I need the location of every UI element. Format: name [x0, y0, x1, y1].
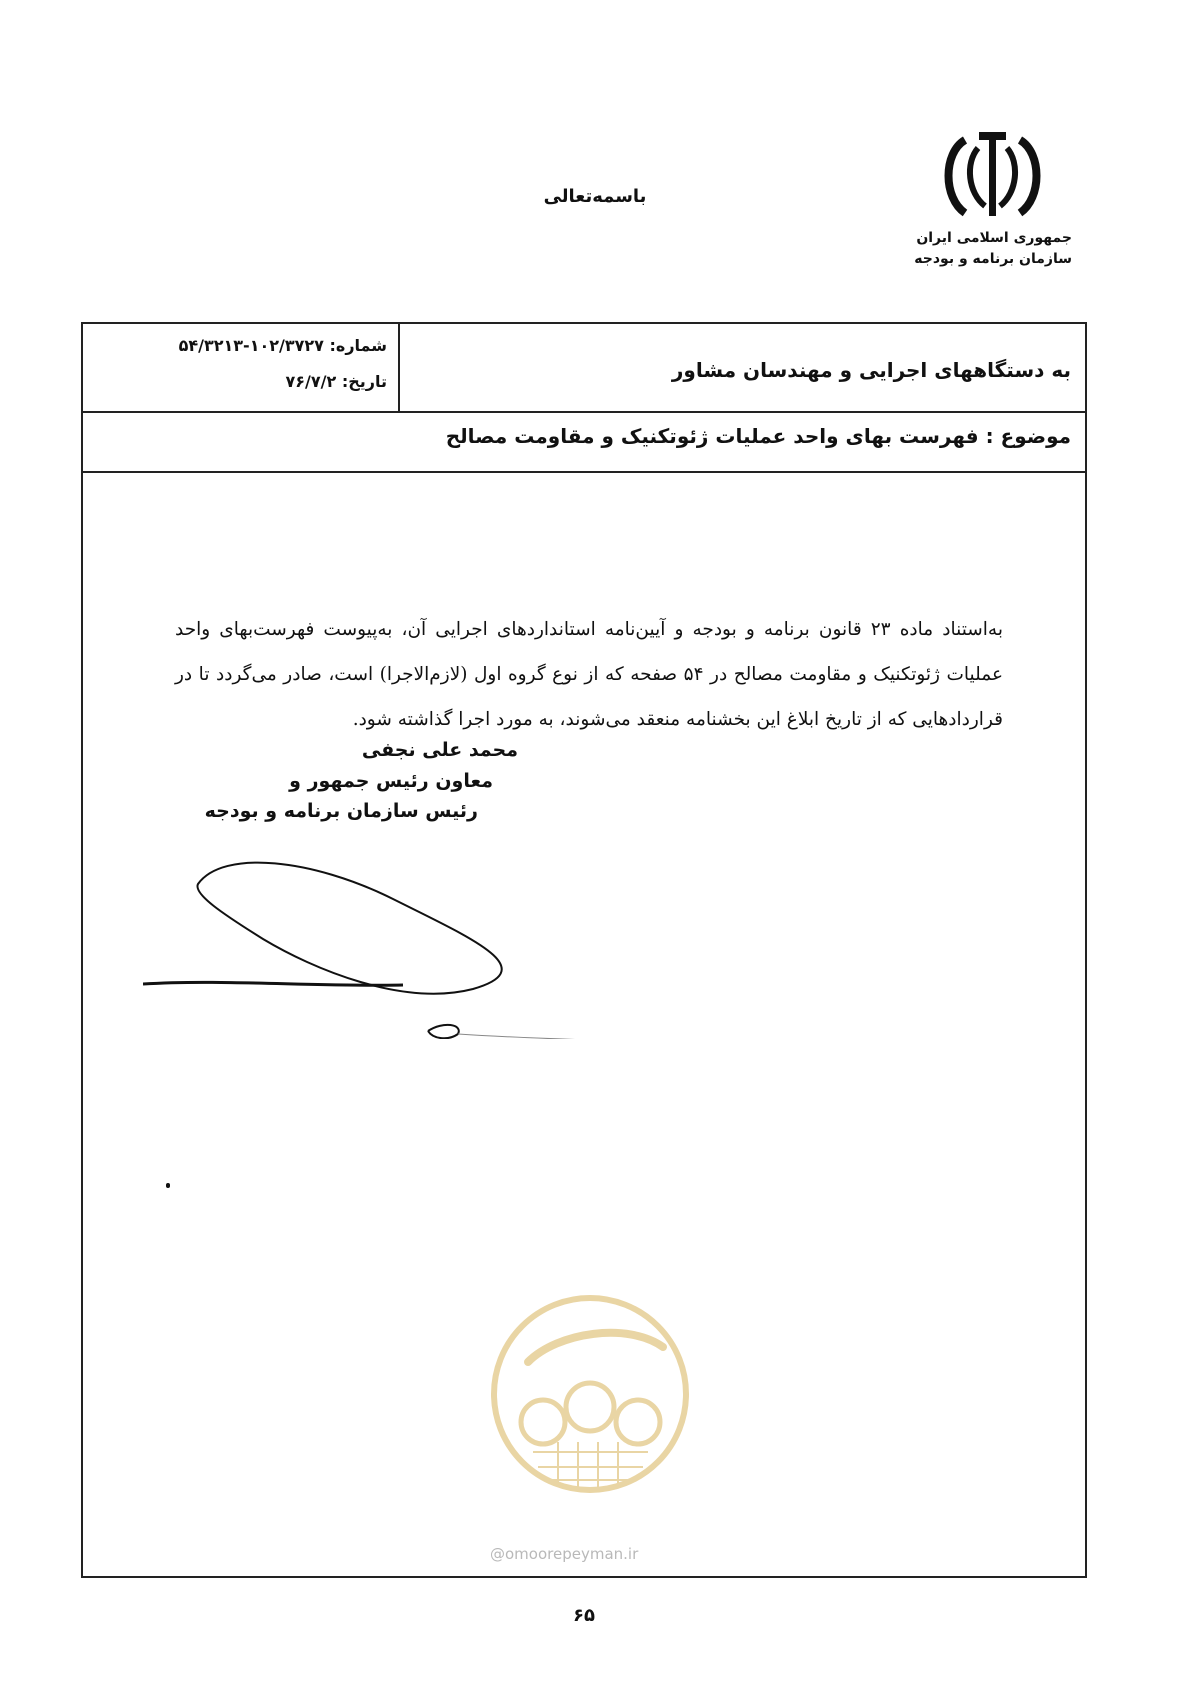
signer-title-2: رئیس سازمان برنامه و بودجه — [204, 800, 478, 822]
signer-name: محمد علی نجفی — [361, 739, 518, 761]
watermark-site: @omoorepeyman.ir — [490, 1545, 639, 1563]
letter-date — [286, 372, 388, 391]
signature-scribble — [143, 849, 483, 1039]
letter-number — [179, 336, 387, 355]
emblem-icon — [935, 128, 1050, 223]
recipient-line: به دستگاههای اجرایی و مهندسان مشاور — [671, 358, 1071, 382]
org-line-2: سازمان برنامه و بودجه — [914, 251, 1072, 267]
watermark-logo — [488, 1292, 693, 1497]
org-line-1: جمهوری اسلامی ایران — [916, 230, 1072, 246]
stray-mark — [166, 1183, 170, 1188]
subject-line: موضوع : فهرست بهای واحد عملیات ژئوتکنیک و مقاومت مصالح — [445, 424, 1071, 448]
date-value: ۷۶/۷/۲ — [285, 372, 337, 391]
body-paragraph: به‌استناد ماده ۲۳ قانون برنامه و بودجه و آیین‌نامه استانداردهای اجرایی آن، به‌پیوست فهرست‌بهای واحد عملیات ژئوتکنیک و مقاومت مصالح در ۵۴ صفحه که از نوع گروه اول (لازم‌الاجرا) است، صادر می‌گردد تا در قراردادهایی که از تاریخ ابلاغ این بخشنامه منعقد می‌شوند، به مورد اجرا گذاشته شود. — [175, 619, 1003, 730]
organization-name — [914, 228, 1072, 270]
number-label: شماره: — [329, 336, 387, 355]
date-label: تاریخ: — [341, 372, 387, 391]
number-value: ۱۰۲/۳۷۲۷-۵۴/۳۲۱۳ — [178, 336, 324, 355]
bismillah-heading: باسمه‌تعالی — [543, 186, 647, 207]
signer-title-1: معاون رئیس جمهور و — [289, 770, 493, 792]
letter-body — [175, 607, 1003, 742]
header-divider — [398, 324, 400, 411]
header-rule — [83, 411, 1085, 413]
page-number: ۶۵ — [573, 1605, 595, 1626]
handwritten-signature — [143, 849, 663, 1039]
subject-rule — [83, 471, 1085, 473]
